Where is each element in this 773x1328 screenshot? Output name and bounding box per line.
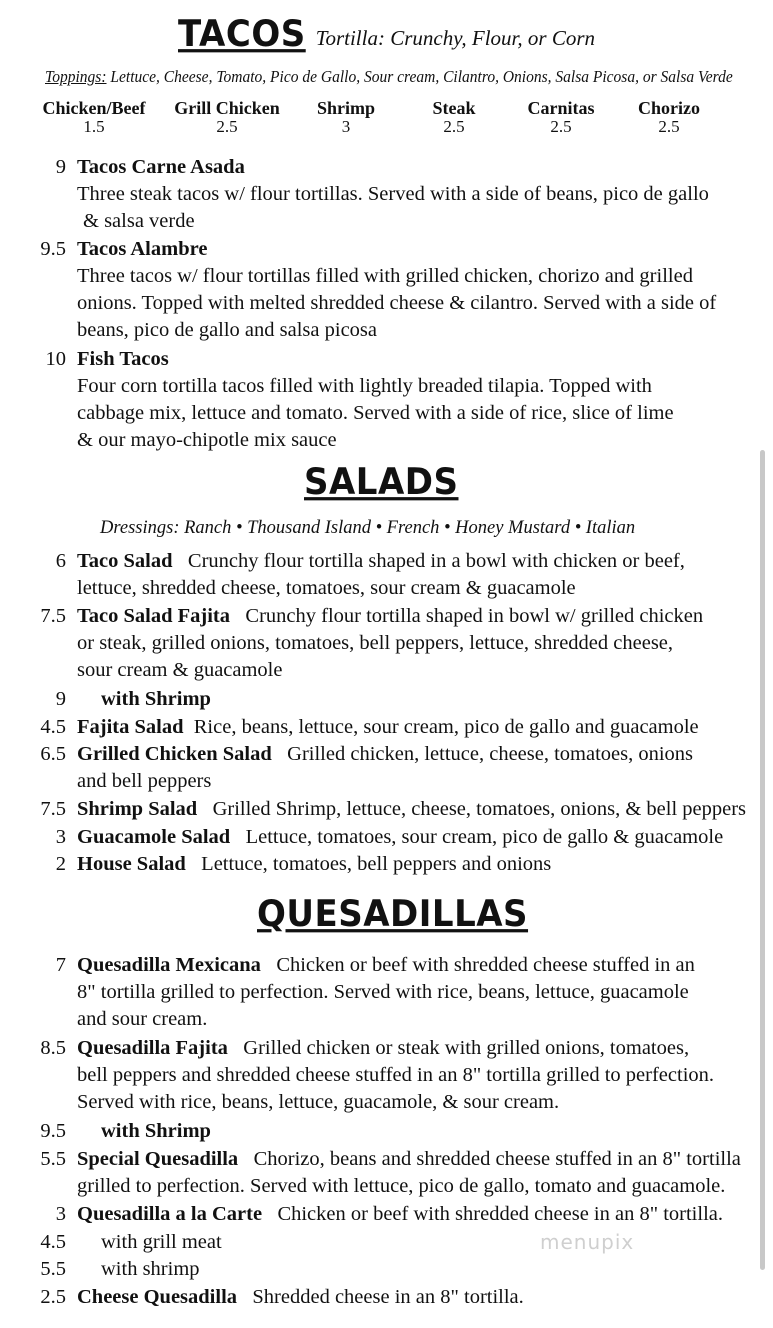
item-name: Special Quesadilla <box>77 1148 239 1170</box>
item-name: Fish Tacos <box>77 348 169 370</box>
item-price: 2 <box>55 853 66 875</box>
menupix-watermark: menupix <box>540 1230 635 1254</box>
item-name: Grilled Chicken Salad <box>77 743 272 765</box>
item-price: 6 <box>55 550 66 572</box>
toppings-text: Lettuce, Cheese, Tomato, Pico de Gallo, Sour cream, Cilantro, Onions, Salsa Picosa, or Salsa Verde <box>106 67 733 86</box>
salads-title: SALADS <box>304 460 459 504</box>
item-name: Taco Salad <box>77 550 173 572</box>
tacos-subtitle: Tortilla: Crunchy, Flour, or Corn <box>315 26 595 50</box>
item-desc-line: onions. Topped with melted shredded cheese & cilantro. Served with a side of <box>77 292 717 314</box>
item-name: Shrimp Salad <box>77 798 198 820</box>
item-price: 10 <box>45 348 66 370</box>
item-desc: Grilled Shrimp, lettuce, cheese, tomatoes, onions, & bell peppers <box>212 798 747 820</box>
salad-dressings: Dressings: Ranch • Thousand Island • French • Honey Mustard • Italian <box>100 518 636 538</box>
item-name: Quesadilla Fajita <box>77 1037 228 1059</box>
item-desc: Chorizo, beans and shredded cheese stuffed in an 8" tortilla <box>253 1148 741 1170</box>
filling-price: 1.5 <box>83 117 105 136</box>
item-price: 3 <box>55 1203 66 1225</box>
filling-steak <box>394 98 514 137</box>
filling-price: 3 <box>341 117 351 136</box>
filling-name: Steak <box>432 98 476 118</box>
filling-name: Chorizo <box>638 98 700 118</box>
item-name: Tacos Alambre <box>77 238 208 260</box>
item-desc: Crunchy flour tortilla shaped in bowl w/ grilled chicken <box>245 605 704 627</box>
item-price: 9 <box>55 688 66 710</box>
item-desc: Shredded cheese in an 8" tortilla. <box>252 1286 524 1308</box>
item-desc: Grilled chicken, lettuce, cheese, tomatoes, onions <box>287 743 694 765</box>
tacos-header <box>178 14 595 54</box>
item-price: 8.5 <box>40 1037 66 1059</box>
item-price: 4.5 <box>40 716 66 738</box>
item-desc: Grilled chicken or steak with grilled onions, tomatoes, <box>243 1037 690 1059</box>
item-desc-line: beans, pico de gallo and salsa picosa <box>77 319 378 341</box>
item-desc-line: grilled to perfection. Served with lettuce, pico de gallo, tomato and guacamole. <box>77 1175 726 1197</box>
item-desc-line: bell peppers and shredded cheese stuffed in an 8" tortilla grilled to perfection. <box>77 1064 715 1086</box>
item-name: Guacamole Salad <box>77 826 231 848</box>
item-price: 5.5 <box>40 1148 66 1170</box>
item-desc-line: & our mayo-chipotle mix sauce <box>77 429 337 451</box>
item-desc: Chicken or beef with shredded cheese stuffed in an <box>276 954 695 976</box>
item-desc-line: and bell peppers <box>77 770 212 792</box>
filling-carnitas <box>501 98 621 137</box>
item-variant: with Shrimp <box>101 1120 211 1142</box>
item-price: 9.5 <box>40 1120 66 1142</box>
item-desc-line: sour cream & guacamole <box>77 659 283 681</box>
quesadillas-title: QUESADILLAS <box>257 892 529 936</box>
filling-name: Carnitas <box>527 98 595 118</box>
item-price: 4.5 <box>40 1231 66 1253</box>
item-desc-line: 8" tortilla grilled to perfection. Served with rice, beans, lettuce, guacamole <box>77 981 689 1003</box>
item-desc-line: Four corn tortilla tacos filled with lightly breaded tilapia. Topped with <box>77 375 652 397</box>
item-price: 7 <box>55 954 66 976</box>
item-desc-line: & salsa verde <box>83 210 195 232</box>
item-name: Quesadilla a la Carte <box>77 1203 263 1225</box>
item-name: House Salad <box>77 853 186 875</box>
item-desc-line: Three tacos w/ flour tortillas filled with grilled chicken, chorizo and grilled <box>77 265 693 287</box>
item-price: 6.5 <box>40 743 66 765</box>
item-desc: Lettuce, tomatoes, bell peppers and onions <box>201 853 552 875</box>
scrollbar[interactable] <box>760 450 765 1270</box>
item-desc-line: Three steak tacos w/ flour tortillas. Served with a side of beans, pico de gallo <box>77 183 709 205</box>
item-price: 3 <box>55 826 66 848</box>
item-desc: Lettuce, tomatoes, sour cream, pico de gallo & guacamole <box>245 826 724 848</box>
item-desc-line: or steak, grilled onions, tomatoes, bell peppers, lettuce, shredded cheese, <box>77 632 674 654</box>
item-desc-line: and sour cream. <box>77 1008 208 1030</box>
filling-chicken-beef <box>34 98 154 137</box>
item-desc-line: lettuce, shredded cheese, tomatoes, sour cream & guacamole <box>77 577 576 599</box>
item-name: Taco Salad Fajita <box>77 605 231 627</box>
item-name: Quesadilla Mexicana <box>77 954 261 976</box>
item-price: 7.5 <box>40 605 66 627</box>
item-variant: with shrimp <box>101 1258 200 1280</box>
item-name: Fajita Salad <box>77 716 184 738</box>
item-price: 5.5 <box>40 1258 66 1280</box>
item-variant: with Shrimp <box>101 688 211 710</box>
item-name: Cheese Quesadilla <box>77 1286 238 1308</box>
item-price: 2.5 <box>40 1286 66 1308</box>
item-price: 7.5 <box>40 798 66 820</box>
filling-chorizo <box>609 98 729 137</box>
item-desc: Chicken or beef with shredded cheese in an 8" tortilla. <box>277 1203 723 1225</box>
filling-name: Chicken/Beef <box>42 98 146 118</box>
filling-price: 2.5 <box>658 117 680 136</box>
taco-fillings <box>30 98 760 146</box>
item-desc: Rice, beans, lettuce, sour cream, pico de gallo and guacamole <box>193 716 699 738</box>
filling-price: 2.5 <box>550 117 572 136</box>
item-variant: with grill meat <box>101 1231 222 1253</box>
toppings-label: Toppings: <box>45 67 107 86</box>
filling-name: Shrimp <box>316 98 376 118</box>
filling-grill-chicken <box>167 98 287 137</box>
filling-price: 2.5 <box>216 117 238 136</box>
item-price: 9 <box>55 156 66 178</box>
tacos-title: TACOS <box>178 12 306 56</box>
filling-name: Grill Chicken <box>174 98 280 118</box>
item-desc-line: cabbage mix, lettuce and tomato. Served with a side of rice, slice of lime <box>77 402 674 424</box>
filling-shrimp <box>286 98 406 137</box>
filling-price: 2.5 <box>443 117 465 136</box>
item-name: Tacos Carne Asada <box>77 156 245 178</box>
tacos-toppings <box>45 67 733 87</box>
item-desc-line: Served with rice, beans, lettuce, guacamole, & sour cream. <box>77 1091 560 1113</box>
item-price: 9.5 <box>40 238 66 260</box>
item-desc: Crunchy flour tortilla shaped in a bowl with chicken or beef, <box>187 550 685 572</box>
